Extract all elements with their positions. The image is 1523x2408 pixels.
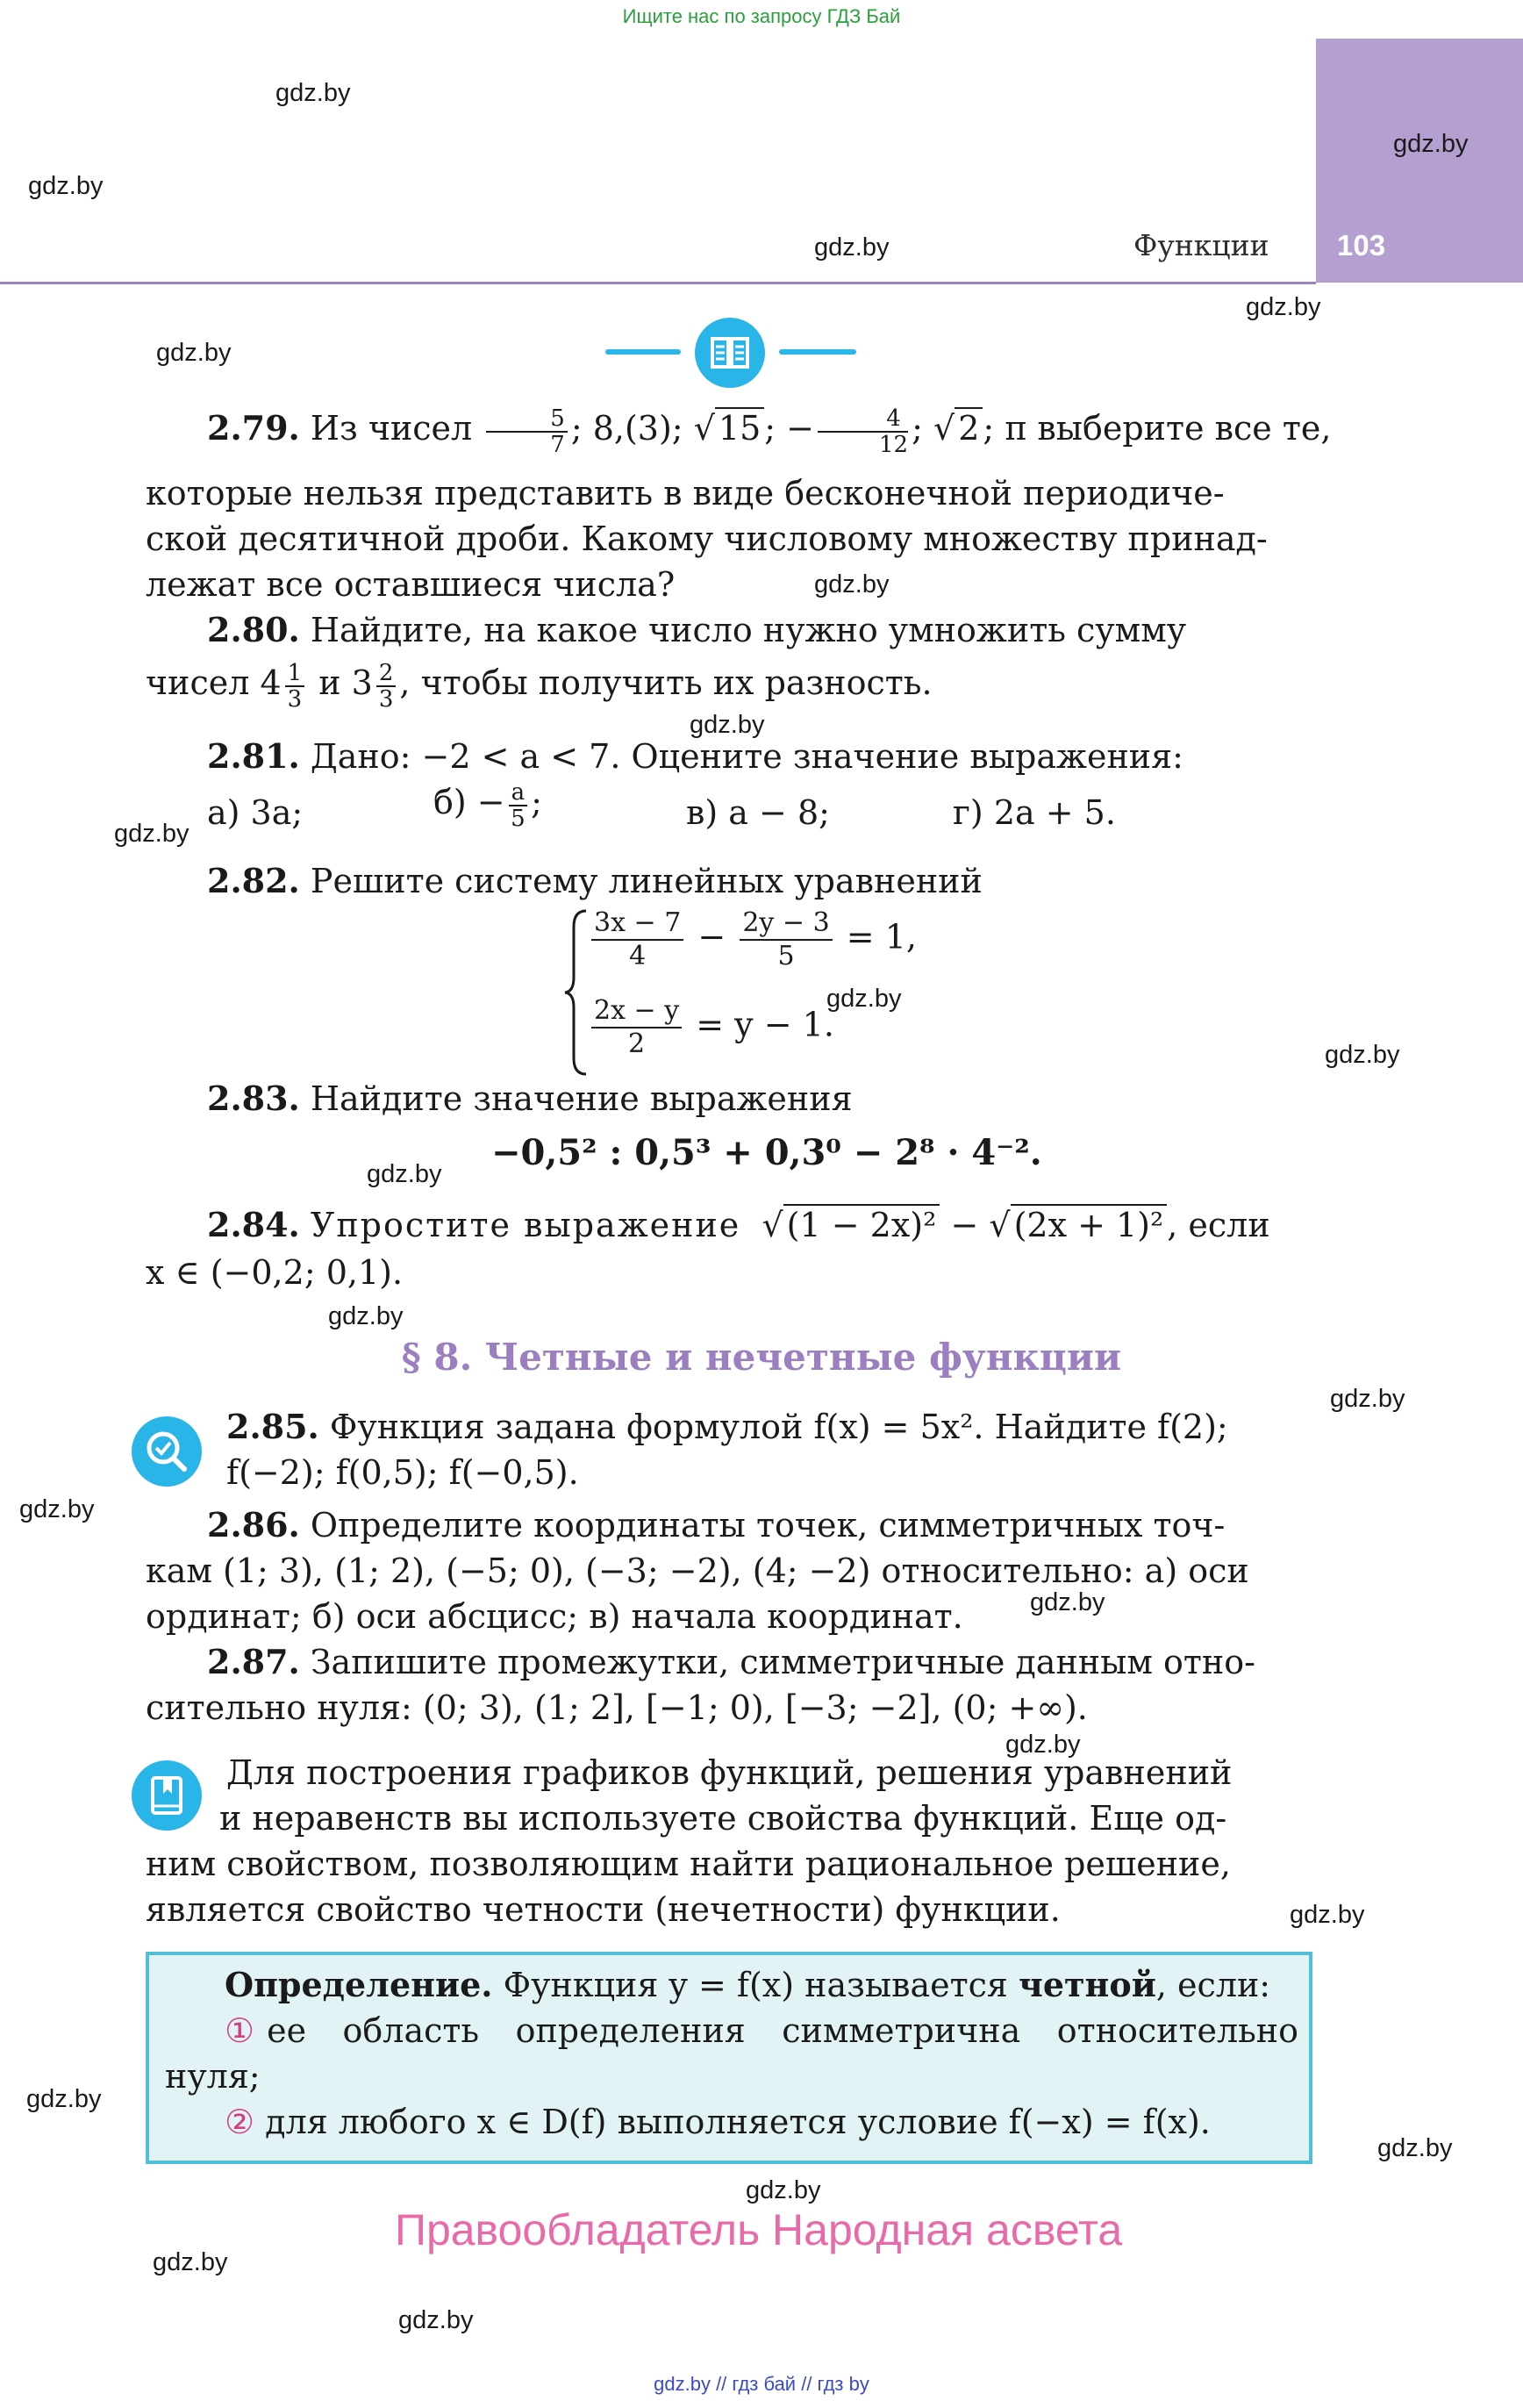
radicand: 15	[715, 407, 764, 448]
watermark: gdz.by	[275, 79, 351, 107]
watermark: gdz.by	[814, 570, 890, 598]
option-c: в) a − 8;	[686, 793, 830, 832]
radicand: 2	[955, 407, 983, 448]
fraction: $\frac{5}{7}$	[486, 406, 568, 457]
copyright-owner: Правообладатель Народная асвета	[395, 2205, 1123, 2254]
header-divider	[0, 282, 1316, 284]
definition-line-1: Определение. Функция y = f(x) называется четной, если:	[225, 1965, 1271, 2004]
text: Найдите, на какое число нужно умножить сумму	[310, 611, 1187, 649]
watermark: gdz.by	[328, 1302, 404, 1330]
fraction: $\frac{2}{3}$	[376, 661, 397, 712]
watermark: gdz.by	[1377, 2134, 1453, 2162]
problem-2-87	[146, 1639, 1316, 1685]
text: Определите координаты точек, симметричных точ-	[310, 1506, 1226, 1544]
top-note: Ищите нас по запросу ГДЗ Бай	[622, 5, 901, 27]
watermark: gdz.by	[28, 172, 104, 200]
line: лежат все оставшиеся числа?	[146, 565, 676, 604]
decor-line-right	[779, 349, 856, 355]
system-brace	[563, 909, 590, 1076]
definition-line-4: ② для любого x ∈ D(f) выполняется условие f(−x) = f(x).	[225, 2103, 1211, 2141]
equation-1: $\frac{3x - 7}{4}$ − $\frac{2y - 3}{5}$ = 1,	[588, 907, 917, 972]
text: −	[950, 1206, 979, 1244]
marker-2: ②	[225, 2103, 255, 2141]
watermark: gdz.by	[1246, 293, 1321, 321]
watermark: gdz.by	[690, 711, 765, 739]
watermark: gdz.by	[1030, 1588, 1105, 1616]
running-title: Функции	[1133, 228, 1269, 262]
decor-line-left	[605, 349, 681, 355]
problem-2-83	[146, 1076, 1316, 1122]
line: ской десятичной дроби. Какому числовому множеству принад-	[146, 520, 1268, 558]
marker-1: ①	[225, 2011, 255, 2050]
intro-line: ним свойством, позволяющим найти рациональное решение,	[146, 1845, 1231, 1883]
exercises-book-icon	[695, 318, 765, 388]
option-b: б) − $\frac{a}{5}$ ;	[433, 778, 542, 832]
watermark: gdz.by	[19, 1495, 95, 1523]
watermark: gdz.by	[814, 233, 890, 262]
problem-number: 2.81.	[207, 736, 300, 776]
footer-links[interactable]: gdz.by // гдз бай // гдз by	[654, 2373, 869, 2395]
watermark: gdz.by	[1393, 130, 1469, 158]
watermark: gdz.by	[367, 1160, 442, 1188]
problem-2-80	[146, 607, 1316, 653]
text: ; 8,(3);	[570, 409, 683, 448]
watermark: gdz.by	[1330, 1385, 1405, 1413]
watermark: gdz.by	[156, 339, 232, 367]
watermark: gdz.by	[1005, 1731, 1081, 1759]
text: , если	[1167, 1206, 1270, 1244]
definition-line-3: нуля;	[165, 2057, 261, 2096]
problem-number: 2.83.	[207, 1079, 300, 1118]
section-title: § 8. Четные и нечетные функции	[401, 1336, 1122, 1379]
line: сительно нуля: (0; 3), (1; 2], [−1; 0), [−3; −2], (0; +∞).	[146, 1688, 1088, 1727]
radicand: (1 − 2x)²	[783, 1204, 940, 1244]
text: Упростите выражение	[310, 1206, 741, 1244]
watermark: gdz.by	[153, 2248, 228, 2276]
fraction: $\frac{4}{12}$	[818, 406, 908, 457]
problem-number: 2.86.	[207, 1505, 300, 1544]
intro-line: Для построения графиков функций, решения уравнений	[226, 1753, 1233, 1792]
problem-number: 2.85.	[226, 1407, 319, 1446]
problem-2-82	[146, 858, 1316, 904]
text: Найдите значение выражения	[310, 1079, 853, 1118]
watermark: gdz.by	[1325, 1041, 1400, 1069]
text: ;	[912, 409, 923, 448]
problem-number: 2.87.	[207, 1642, 300, 1681]
watermark: gdz.by	[826, 985, 902, 1013]
bookmark-book-icon	[132, 1760, 202, 1831]
watermark: gdz.by	[746, 2176, 821, 2204]
line: x ∈ (−0,2; 0,1).	[146, 1253, 404, 1292]
watermark: gdz.by	[114, 820, 189, 848]
line: кам (1; 3), (1; 2), (−5; 0), (−3; −2), (4; −2) относительно: а) оси	[146, 1552, 1249, 1590]
intro-line: является свойство четности (нечетности) функции.	[146, 1890, 1061, 1929]
text: Функция задана формулой f(x) = 5x². Найдите f(2);	[329, 1408, 1228, 1446]
radicand: (2x + 1)²	[1011, 1204, 1168, 1244]
option-d: г) 2a + 5.	[953, 793, 1116, 832]
problem-number: 2.79.	[207, 408, 300, 448]
problem-number: 2.80.	[207, 610, 300, 649]
text: и 3	[318, 663, 373, 702]
problem-2-86	[146, 1502, 1316, 1548]
expression: −0,5² : 0,5³ + 0,3⁰ − 2⁸ · 4⁻².	[491, 1132, 1042, 1173]
line: f(−2); f(0,5); f(−0,5).	[226, 1453, 579, 1492]
search-check-icon	[132, 1416, 202, 1487]
watermark: gdz.by	[398, 2306, 474, 2334]
text: Дано: −2 < a < 7. Оцените значение выражения:	[310, 737, 1183, 776]
line	[146, 660, 1316, 712]
text: , чтобы получить их разность.	[399, 663, 933, 702]
equation-2: $\frac{2x - y}{2}$ = y − 1.	[588, 995, 834, 1060]
option-a: а) 3a;	[207, 793, 304, 832]
text: ; π выберите все те,	[983, 409, 1332, 448]
problem-2-85	[226, 1404, 1316, 1450]
watermark: gdz.by	[26, 2085, 102, 2113]
page-number: 103	[1337, 229, 1386, 262]
problem-number: 2.82.	[207, 861, 300, 900]
watermark: gdz.by	[1290, 1901, 1365, 1929]
problem-2-79: 2.79. Из чисел $\frac{5}{7}$ ; 8,(3); √ 15 ; − $\frac{4}{12}$ ; √ 2 ; π выберите все те,	[207, 405, 1332, 458]
text: Решите систему линейных уравнений	[310, 862, 983, 900]
text: ; −	[764, 409, 814, 448]
intro-line: и неравенств вы используете свойства функций. Еще од-	[219, 1799, 1227, 1838]
text: Из чисел	[310, 409, 473, 448]
text: чисел 4	[146, 663, 282, 702]
text: Запишите промежутки, симметричные данным отно-	[310, 1643, 1255, 1681]
fraction: $\frac{1}{3}$	[285, 661, 305, 712]
problem-2-81	[146, 734, 1316, 779]
line: которые нельзя представить в виде бесконечной периодиче-	[146, 474, 1225, 512]
definition-line-2: ① ее область определения симметрична относительно	[225, 2008, 1298, 2053]
line: ординат; б) оси абсцисс; в) начала координат.	[146, 1597, 963, 1636]
problem-number: 2.84.	[207, 1205, 300, 1244]
problem-2-84: 2.84. Упростите выражение √ (1 − 2x)² − √ (2x + 1)² , если	[207, 1205, 1270, 1244]
